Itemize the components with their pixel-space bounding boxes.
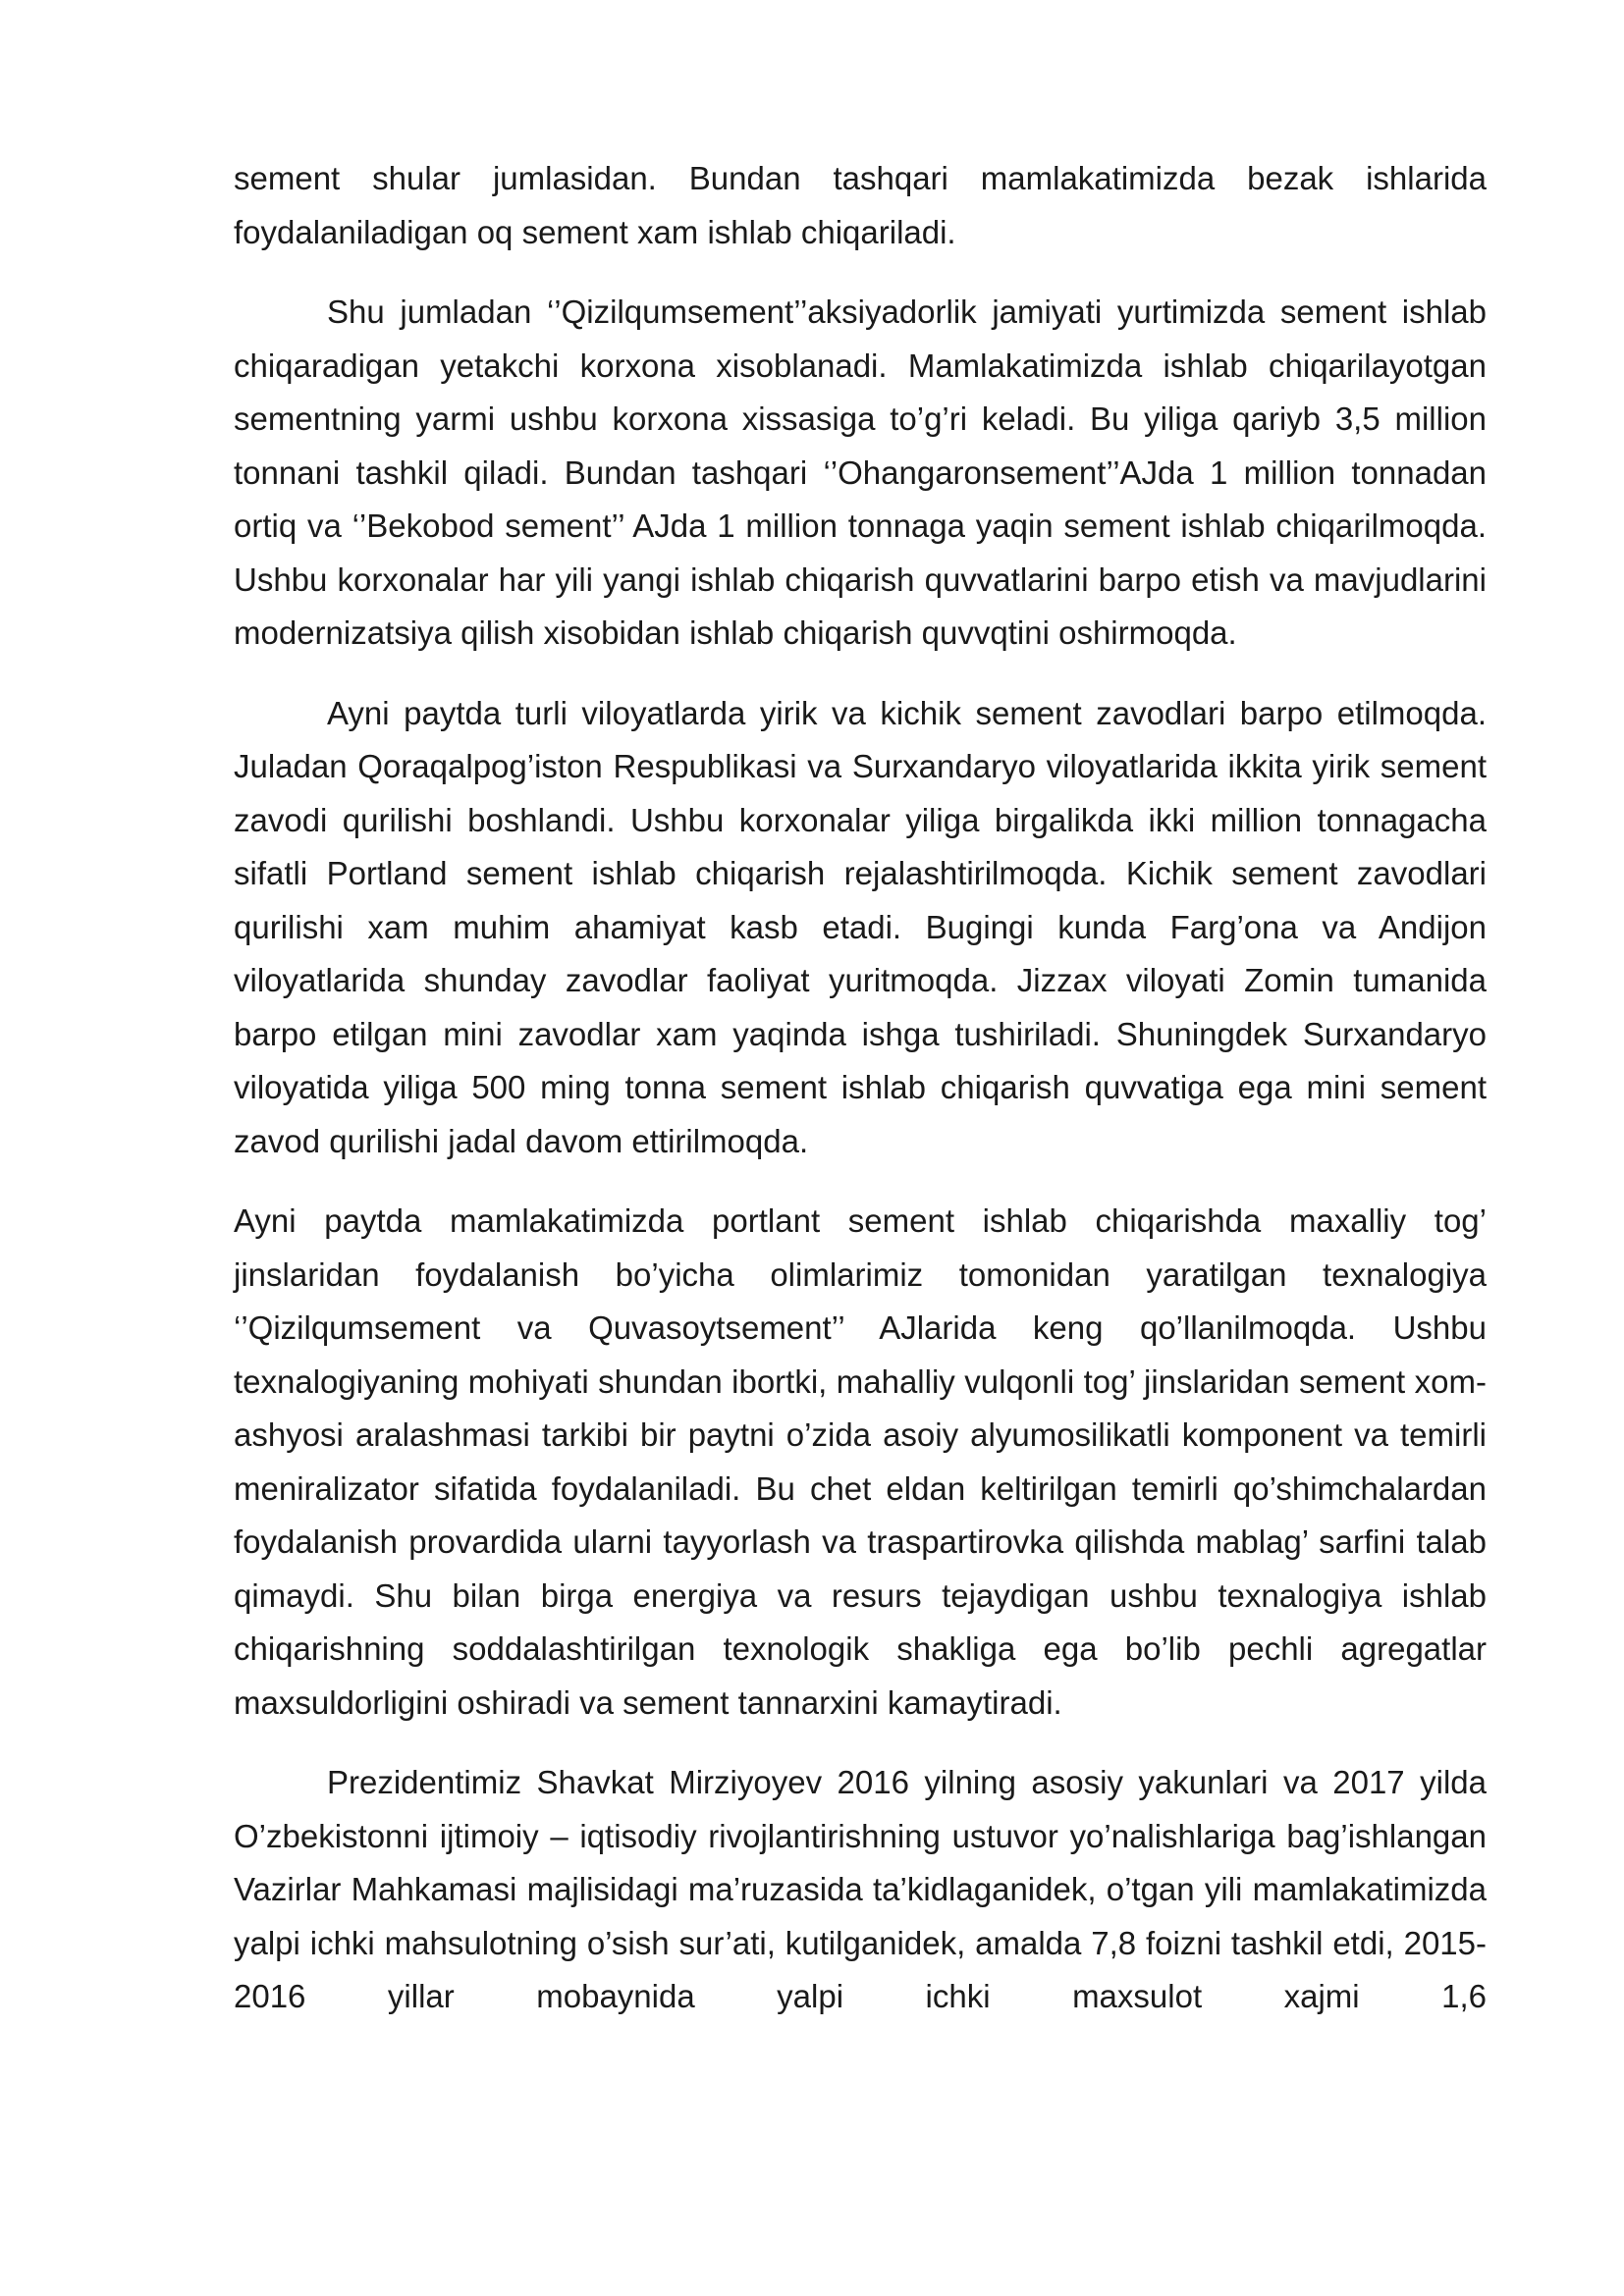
paragraph-4: Ayni paytda mamlakatimizda portlant sement ishlab chiqarishda maxalliy tog’ jinslaridan foydalanish bo’yicha olimlarimiz tomonidan yaratilgan texnalogiya ‘’Qizilqumsement va Quvasoytsement’’ AJlarida keng qo’llanilmoqda. Ushbu texnalogiyaning mohiyati shundan ibortki, mahalliy vulqonli tog’ jinslaridan sement xom-ashyosi aralashmasi tarkibi bir paytni o’zida asoiy alyumosilikatli komponent va temirli meniralizator sifatida foydalaniladi. Bu chet eldan keltirilgan temirli qo’shimchalardan foydalanish provardida ularni tayyorlash va traspartirovka qilishda mablag’ sarfini talab qimaydi. Shu bilan birga energiya va resurs tejaydigan ushbu texnalogiya ishlab chiqarishning soddalashtirilgan texnologik shakliga ega bo’lib pechli agregatlar maxsuldorligini oshiradi va sement tannarxini kamaytiradi. (234, 1202, 1487, 1721)
paragraph-1: sement shular jumlasidan. Bundan tashqari mamlakatimizda bezak ishlarida foydalaniladigan oq sement xam ishlab chiqariladi. (234, 160, 1487, 250)
document-body (234, 152, 1487, 2024)
paragraph-5: Prezidentimiz Shavkat Mirziyoyev 2016 yilning asosiy yakunlari va 2017 yilda O’zbekistonni ijtimoiy – iqtisodiy rivojlantirishning ustuvor yo’nalishlariga bag’ishlangan Vazirlar Mahkamasi majlisidagi ma’ruzasida ta’kidlaganidek, o’tgan yili mamlakatimizda yalpi ichki mahsulotning o’sish sur’ati, kutilganidek, amalda 7,8 foizni tashkil etdi, 2015-2016 yillar mobaynida yalpi ichki maxsulot xajmi 1,6 (234, 1764, 1487, 2014)
paragraph-2: Shu jumladan ‘’Qizilqumsement’’aksiyadorlik jamiyati yurtimizda sement ishlab chiqaradigan yetakchi korxona xisoblanadi. Mamlakatimizda ishlab chiqarilayotgan sementning yarmi ushbu korxona xissasiga to’g’ri keladi. Bu yiliga qariyb 3,5 million tonnani tashkil qiladi. Bundan tashqari ‘’Ohangaronsement’’AJda 1 million tonnadan ortiq va ‘’Bekobod sement’’ AJda 1 million tonnaga yaqin sement ishlab chiqarilmoqda. Ushbu korxonalar har yili yangi ishlab chiqarish quvvatlarini barpo etish va mavjudlarini modernizatsiya qilish xisobidan ishlab chiqarish quvvqtini oshirmoqda. (234, 294, 1487, 651)
paragraph-3: Ayni paytda turli viloyatlarda yirik va kichik sement zavodlari barpo etilmoqda. Juladan Qoraqalpog’iston Respublikasi va Surxandaryo viloyatlarida ikkita yirik sement zavodi qurilishi boshlandi. Ushbu korxonalar yiliga birgalikda ikki million tonnagacha sifatli Portland sement ishlab chiqarish rejalashtirilmoqda. Kichik sement zavodlari qurilishi xam muhim ahamiyat kasb etadi. Bugingi kunda Farg’ona va Andijon viloyatlarida shunday zavodlar faoliyat yuritmoqda. Jizzax viloyati Zomin tumanida barpo etilgan mini zavodlar xam yaqinda ishga tushiriladi. Shuningdek Surxandaryo viloyatida yiliga 500 ming tonna sement ishlab chiqarish quvvatiga ega mini sement zavod qurilishi jadal davom ettirilmoqda. (234, 694, 1487, 1159)
